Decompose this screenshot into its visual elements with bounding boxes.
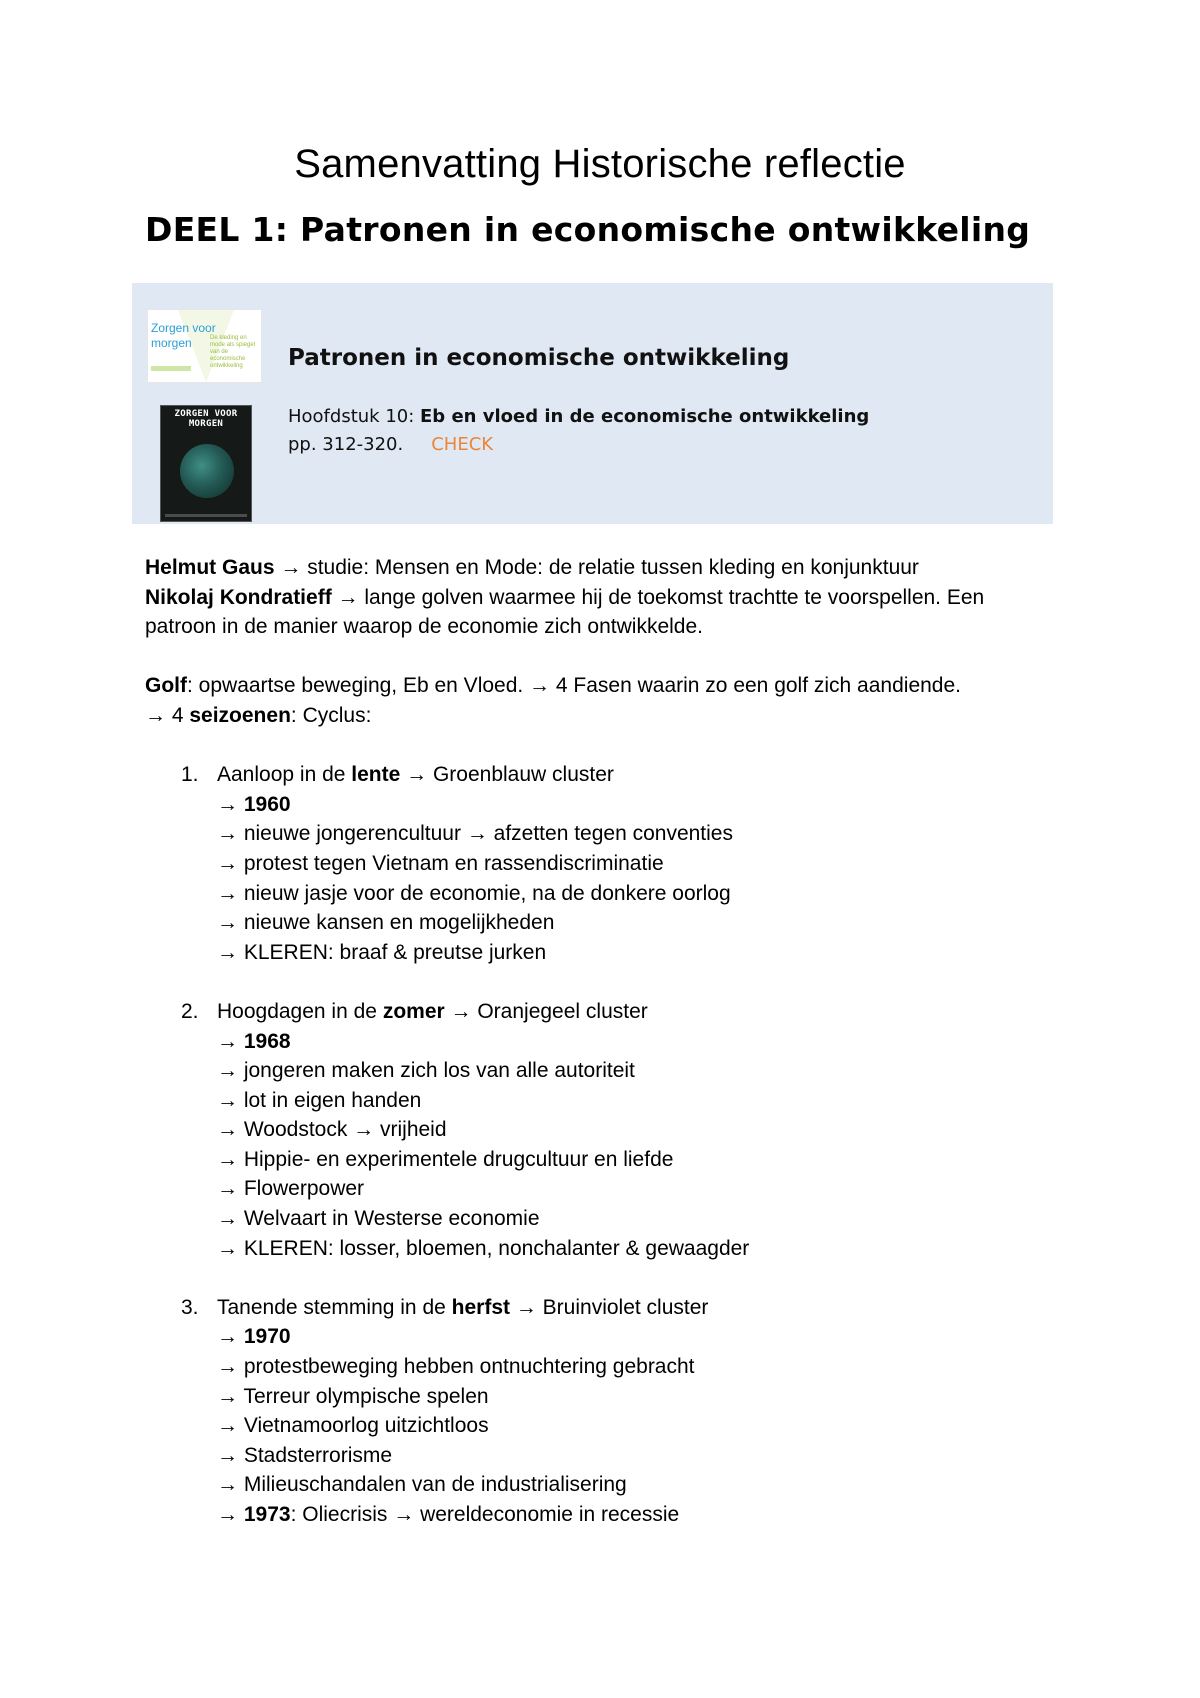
phase-year: 1968 bbox=[243, 1029, 291, 1053]
oil-crisis-text: : Oliecrisis → wereldeconomie in recessie bbox=[290, 1503, 680, 1526]
phase-year-line bbox=[145, 1322, 1045, 1352]
globe-icon bbox=[180, 444, 234, 498]
arrow-icon: → bbox=[217, 1325, 244, 1349]
chapter-info-box bbox=[132, 283, 1053, 524]
box-heading: Patronen in economische ontwikkeling bbox=[288, 345, 790, 371]
seasons-label: seizoenen bbox=[189, 703, 291, 727]
kondratieff-name: Nikolaj Kondratieff bbox=[145, 585, 332, 609]
phase-item: → lot in eigen handen bbox=[217, 1088, 422, 1112]
phase-heading bbox=[145, 1293, 1045, 1323]
phase-year: 1960 bbox=[243, 792, 291, 816]
book-cover-footer bbox=[165, 514, 247, 517]
golf-label: Golf bbox=[145, 674, 187, 698]
phase-year: 1970 bbox=[243, 1325, 291, 1349]
phase-year-line bbox=[145, 1027, 1045, 1057]
phase-number: 3. bbox=[181, 1295, 199, 1319]
phase-item-oil-crisis bbox=[145, 1500, 1045, 1530]
phase-heading-text: Aanloop in de bbox=[217, 763, 352, 787]
season-name: zomer bbox=[382, 999, 445, 1023]
page-reference bbox=[288, 434, 493, 455]
seasons-line bbox=[145, 701, 1045, 731]
gaus-line bbox=[145, 553, 1045, 583]
logo-sub-text: De kleding en mode als spiegel van de economische ontwikkeling bbox=[210, 335, 256, 369]
arrow-icon: → bbox=[217, 1029, 244, 1053]
phase-item: → protest tegen Vietnam en rassendiscriminatie bbox=[217, 851, 664, 875]
phase-item: → Welvaart in Westerse economie bbox=[217, 1207, 540, 1231]
phase-number: 2. bbox=[181, 999, 199, 1023]
section-heading: DEEL 1: Patronen in economische ontwikkeling bbox=[145, 210, 1031, 249]
phase-item: → jongeren maken zich los van alle autoriteit bbox=[217, 1059, 635, 1083]
phase-heading bbox=[145, 760, 1045, 790]
phase-item: → Flowerpower bbox=[217, 1177, 365, 1201]
phase-heading bbox=[145, 997, 1045, 1027]
document-title: Samenvatting Historische reflectie bbox=[294, 142, 906, 186]
book-cover-title: ZORGEN VOOR MORGEN bbox=[174, 409, 238, 429]
phase-item: → nieuw jasje voor de economie, na de donkere oorlog bbox=[217, 881, 731, 905]
phase-item: → Woodstock → vrijheid bbox=[217, 1118, 447, 1142]
kondratieff-line bbox=[145, 583, 1045, 642]
cluster-text: → Oranjegeel cluster bbox=[444, 999, 648, 1023]
logo-main-text: Zorgen voor morgen bbox=[151, 321, 216, 350]
book-cover-image bbox=[160, 405, 252, 522]
golf-line bbox=[145, 671, 1045, 701]
kondratieff-text: → lange golven waarmee hij de toekomst trachtte te voorspellen. Een patroon in de manier waarop de economie zich ontwikkelde. bbox=[145, 585, 985, 639]
arrow-icon: → bbox=[217, 792, 244, 816]
phase-item: → Stadsterrorisme bbox=[217, 1443, 393, 1467]
seasons-prefix: → 4 bbox=[145, 703, 190, 727]
list-item bbox=[145, 760, 1045, 967]
gaus-name: Helmut Gaus bbox=[145, 556, 275, 579]
arrow-icon: → bbox=[217, 1503, 244, 1526]
cluster-text: → Groenblauw cluster bbox=[400, 763, 614, 787]
phase-number: 1. bbox=[181, 763, 199, 787]
season-name: herfst bbox=[451, 1295, 510, 1319]
golf-text: : opwaartse beweging, Eb en Vloed. → 4 Fasen waarin zo een golf zich aandiende. bbox=[187, 674, 961, 698]
summary-content bbox=[145, 553, 1045, 1530]
phase-item: → Hippie- en experimentele drugcultuur en liefde bbox=[217, 1147, 674, 1171]
phase-list bbox=[145, 760, 1045, 1529]
phase-item: → Vietnamoorlog uitzichtloos bbox=[217, 1414, 489, 1438]
phase-heading-text: Hoogdagen in de bbox=[217, 999, 383, 1023]
list-item bbox=[145, 1293, 1045, 1530]
cluster-text: → Bruinviolet cluster bbox=[510, 1295, 709, 1319]
phase-item: → KLEREN: losser, bloemen, nonchalanter & gewaagder bbox=[217, 1236, 750, 1260]
gaus-text: → studie: Mensen en Mode: de relatie tussen kleding en konjunktuur bbox=[274, 556, 919, 579]
pages-text: pp. 312-320. bbox=[288, 434, 404, 455]
season-name: lente bbox=[351, 763, 401, 787]
chapter-title: Eb en vloed in de economische ontwikkeling bbox=[420, 406, 870, 427]
phase-year-line bbox=[145, 790, 1045, 820]
chapter-prefix: Hoofdstuk 10: bbox=[288, 406, 421, 427]
check-label: CHECK bbox=[431, 434, 494, 455]
phase-item: → nieuwe jongerencultuur → afzetten tegen conventies bbox=[217, 822, 733, 846]
list-item bbox=[145, 997, 1045, 1263]
logo-footer-bar bbox=[151, 366, 191, 371]
phase-item: → Milieuschandalen van de industrialisering bbox=[217, 1473, 627, 1497]
phase-item: → KLEREN: braaf & preutse jurken bbox=[217, 940, 547, 964]
phase-item: → protestbeweging hebben ontnuchtering gebracht bbox=[217, 1355, 695, 1379]
phase-heading-text: Tanende stemming in de bbox=[217, 1295, 452, 1319]
course-logo bbox=[147, 309, 262, 383]
chapter-reference bbox=[288, 406, 869, 427]
oil-crisis-year: 1973 bbox=[243, 1503, 291, 1526]
phase-item: → nieuwe kansen en mogelijkheden bbox=[217, 911, 555, 935]
phase-item: → Terreur olympische spelen bbox=[217, 1384, 489, 1408]
seasons-text: : Cyclus: bbox=[290, 703, 372, 727]
